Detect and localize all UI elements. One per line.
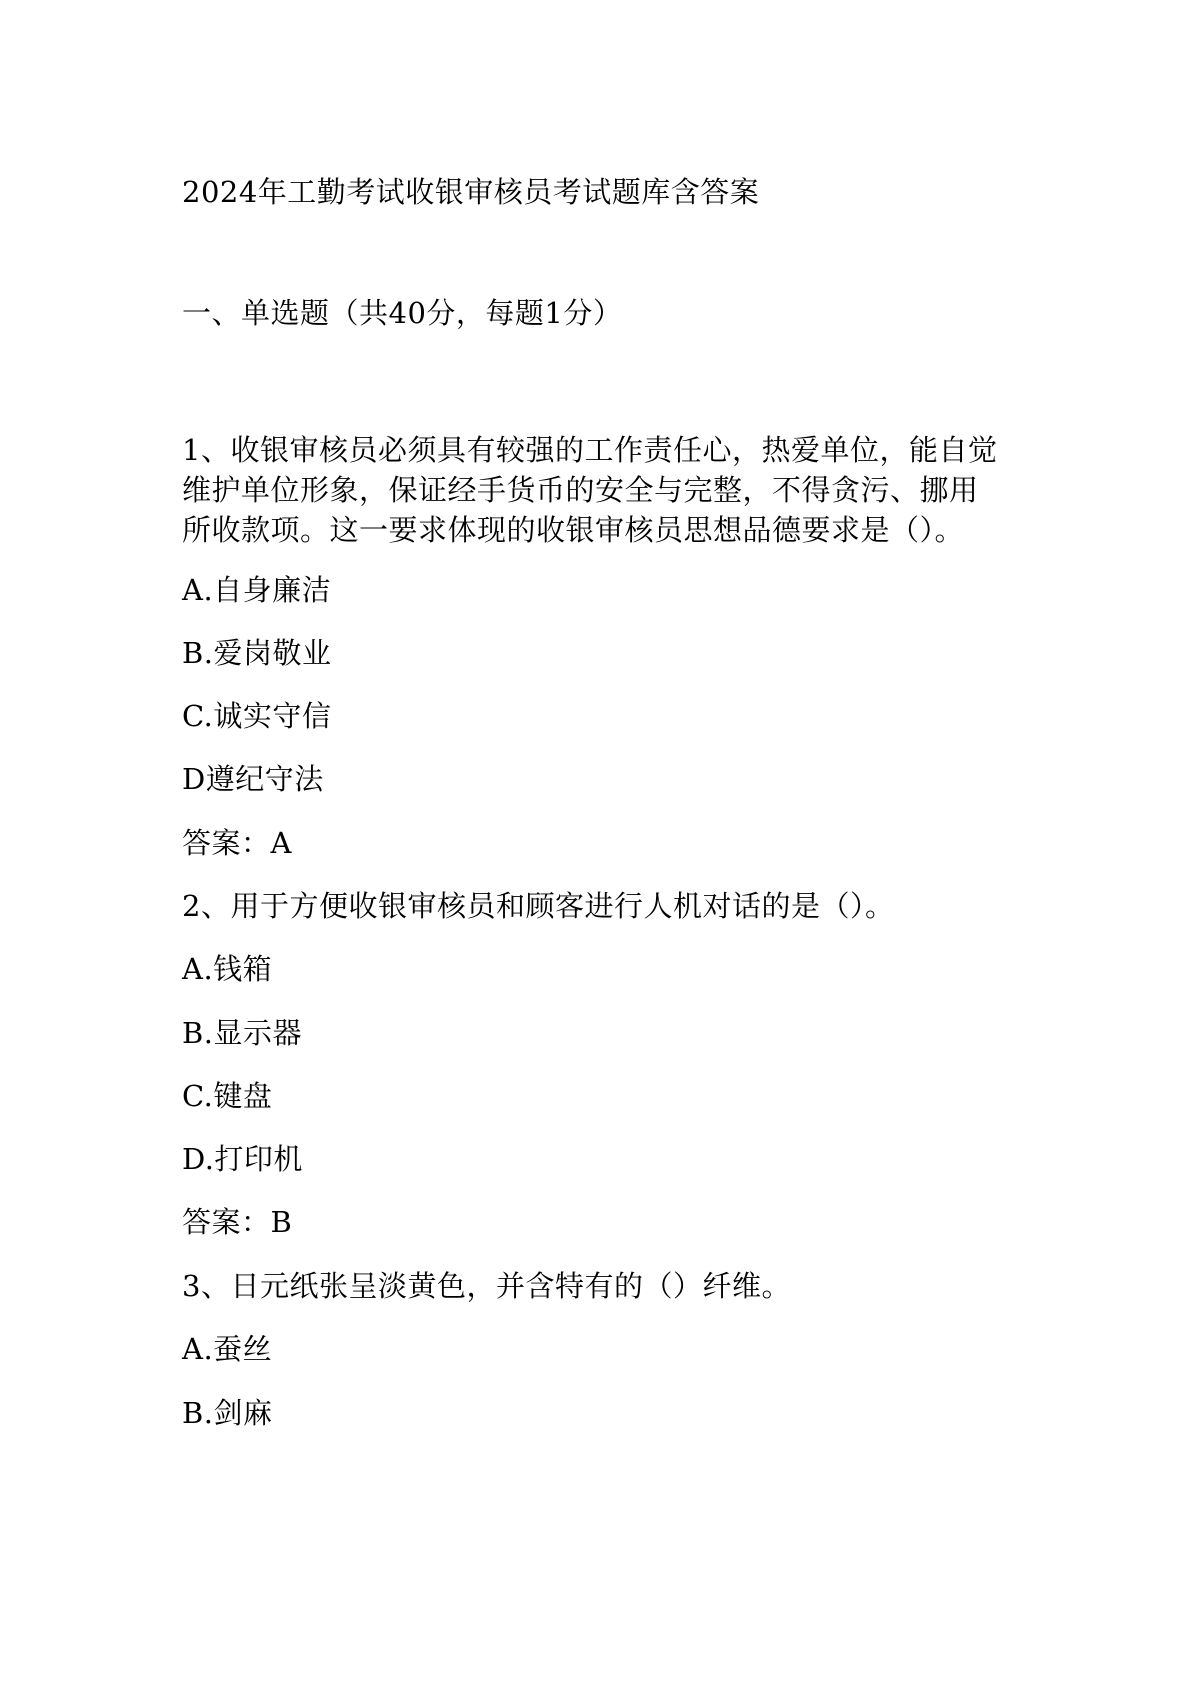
question-1-answer: 答案：A	[182, 826, 292, 860]
question-2-answer: 答案：B	[182, 1205, 293, 1239]
question-3-option-a: A.蚕丝	[182, 1332, 273, 1366]
section-heading: 一、单选题（共40分，每题1分）	[182, 296, 623, 330]
document-title: 2024年工勤考试收银审核员考试题库含答案	[182, 175, 760, 209]
question-2-option-b: B.显示器	[182, 1016, 303, 1050]
question-1-stem-line: 1、收银审核员必须具有较强的工作责任心，热爱单位，能自觉	[182, 433, 998, 467]
question-2-option-a: A.钱箱	[182, 952, 273, 986]
question-1-stem-line: 所收款项。这一要求体现的收银审核员思想品德要求是（）。	[182, 513, 965, 547]
question-2-option-d: D.打印机	[182, 1142, 303, 1176]
question-1-stem	[182, 430, 1022, 550]
question-1-option-b: B.爱岗敬业	[182, 636, 332, 670]
question-1-option-a: A.自身廉洁	[182, 573, 332, 607]
question-2-option-c: C.键盘	[182, 1079, 273, 1113]
question-3-stem: 3、日元纸张呈淡黄色，并含特有的（）纤维。	[182, 1269, 791, 1303]
question-2-stem: 2、用于方便收银审核员和顾客进行人机对话的是（）。	[182, 889, 895, 923]
question-1-option-c: C.诚实守信	[182, 699, 332, 733]
question-1-stem-line: 维护单位形象，保证经手货币的安全与完整，不得贪污、挪用	[182, 473, 979, 507]
question-3-option-b: B.剑麻	[182, 1396, 273, 1430]
question-1-option-d: D遵纪守法	[182, 762, 324, 796]
